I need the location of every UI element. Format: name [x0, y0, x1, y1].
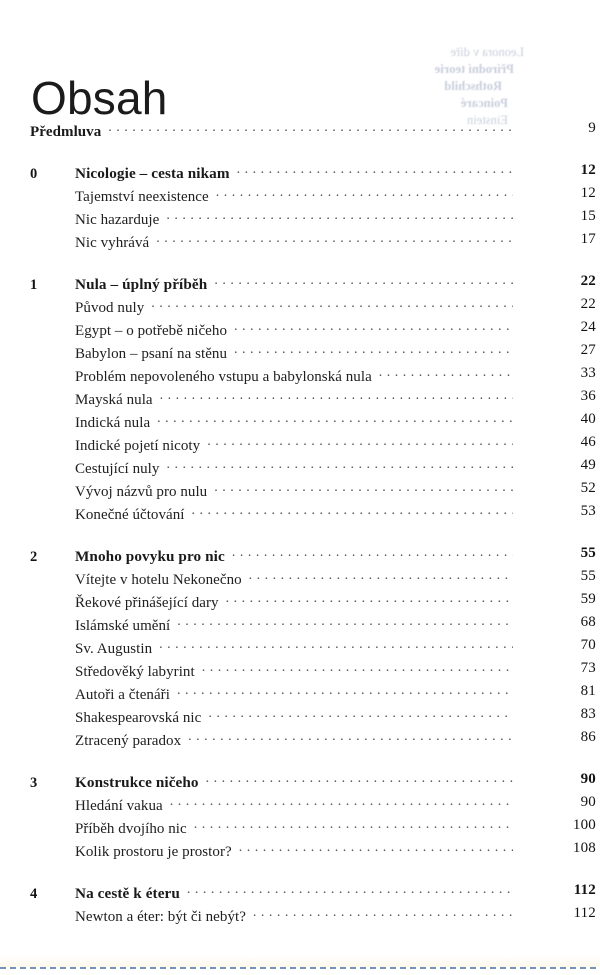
- toc-group: [0, 545, 600, 752]
- toc-subentry-row[interactable]: [0, 411, 600, 434]
- toc-entry-title: Tajemství neexistence: [75, 189, 209, 205]
- show-through-line: Rothschild: [444, 79, 502, 93]
- toc-chapter-row[interactable]: [0, 273, 600, 296]
- toc-subentry-row[interactable]: [0, 614, 600, 637]
- dot-leader: [187, 882, 513, 898]
- dot-leader: [177, 683, 513, 699]
- toc-subentry-row[interactable]: [0, 296, 600, 319]
- toc-page-number: 33: [580, 365, 596, 381]
- chapter-number: 4: [30, 886, 38, 902]
- show-through-line: Leonora v díře: [450, 45, 524, 59]
- toc-subentry-row[interactable]: [0, 388, 600, 411]
- toc-entry-title: Středověký labyrint: [75, 664, 195, 680]
- toc-page-number: 40: [580, 411, 596, 427]
- toc-entry-title: Vývoj názvů pro nulu: [75, 484, 208, 500]
- dot-leader: [108, 120, 513, 136]
- toc-subentry-row[interactable]: [0, 480, 600, 503]
- toc-group: [0, 882, 600, 928]
- toc-page-number: 12: [580, 162, 596, 178]
- toc-page-number: 81: [580, 683, 596, 699]
- toc-page-number: 73: [580, 660, 596, 676]
- chapter-number: 1: [30, 277, 38, 293]
- table-of-contents: [0, 120, 600, 928]
- toc-subentry-row[interactable]: [0, 706, 600, 729]
- dot-leader: [208, 706, 513, 722]
- toc-entry-title: Na cestě k éteru: [75, 885, 180, 902]
- toc-group: [0, 162, 600, 254]
- toc-preface-row[interactable]: [0, 120, 600, 143]
- toc-page-number: 17: [580, 231, 596, 247]
- dot-leader: [214, 273, 513, 289]
- dot-leader: [157, 411, 513, 427]
- toc-entry-title: Nic hazarduje: [75, 212, 160, 228]
- dot-leader: [202, 660, 513, 676]
- toc-entry-title: Sv. Augustin: [75, 641, 153, 657]
- toc-subentry-row[interactable]: [0, 591, 600, 614]
- dot-leader: [206, 771, 513, 787]
- toc-entry-title: Mnoho povyku pro nic: [75, 548, 225, 565]
- toc-subentry-row[interactable]: [0, 817, 600, 840]
- toc-page-number: 53: [580, 503, 596, 519]
- toc-page-number: 70: [580, 637, 596, 653]
- toc-page-number: 90: [580, 771, 596, 787]
- dot-leader: [194, 817, 513, 833]
- toc-entry-title: Mayská nula: [75, 392, 153, 408]
- toc-page-number: 83: [580, 706, 596, 722]
- toc-subentry-row[interactable]: [0, 185, 600, 208]
- toc-group: [0, 273, 600, 526]
- dot-leader: [159, 637, 513, 653]
- dot-leader: [253, 905, 513, 921]
- dot-leader: [188, 729, 513, 745]
- chapter-number: 3: [30, 775, 38, 791]
- dot-leader: [207, 434, 513, 450]
- toc-chapter-row[interactable]: [0, 162, 600, 185]
- show-through-line: Einstein: [467, 113, 508, 127]
- toc-entry-title: Autoři a čtenáři: [75, 687, 170, 703]
- toc-entry-title: Příběh dvojího nic: [75, 821, 187, 837]
- toc-group: [0, 771, 600, 863]
- toc-page-number: 36: [580, 388, 596, 404]
- dot-leader: [166, 457, 513, 473]
- toc-page-number: 90: [580, 794, 596, 810]
- scan-edge-dashed-rule: [0, 967, 600, 969]
- toc-subentry-row[interactable]: [0, 319, 600, 342]
- dot-leader: [232, 545, 513, 561]
- toc-entry-title: Předmluva: [30, 124, 102, 140]
- dot-leader: [151, 296, 513, 312]
- toc-subentry-row[interactable]: [0, 683, 600, 706]
- toc-entry-title: Nic vyhrává: [75, 235, 150, 251]
- toc-subentry-row[interactable]: [0, 365, 600, 388]
- dot-leader: [234, 342, 513, 358]
- toc-page-number: 15: [580, 208, 596, 224]
- toc-subentry-row[interactable]: [0, 457, 600, 480]
- dot-leader: [226, 591, 513, 607]
- toc-page-number: 86: [580, 729, 596, 745]
- dot-leader: [249, 568, 513, 584]
- toc-entry-title: Kolik prostoru je prostor?: [75, 844, 232, 860]
- toc-page-number: 27: [580, 342, 596, 358]
- toc-group: [0, 120, 600, 143]
- dot-leader: [216, 185, 513, 201]
- toc-subentry-row[interactable]: [0, 208, 600, 231]
- toc-entry-title: Newton a éter: být či nebýt?: [75, 909, 246, 925]
- dot-leader: [166, 208, 513, 224]
- toc-entry-title: Původ nuly: [75, 300, 145, 316]
- toc-entry-title: Problém nepovoleného vstupu a babylonská nula: [75, 369, 372, 385]
- toc-subentry-row[interactable]: [0, 905, 600, 928]
- toc-chapter-row[interactable]: [0, 771, 600, 794]
- toc-page-number: 112: [573, 905, 596, 921]
- toc-entry-title: Cestující nuly: [75, 461, 160, 477]
- toc-page-number: 108: [572, 840, 596, 856]
- toc-entry-title: Nicologie – cesta nikam: [75, 165, 230, 182]
- toc-page-number: 49: [580, 457, 596, 473]
- dot-leader: [237, 162, 513, 178]
- toc-page-number: 46: [580, 434, 596, 450]
- toc-page-number: 22: [580, 296, 596, 312]
- toc-entry-title: Indické pojetí nicoty: [75, 438, 201, 454]
- toc-page-number: 52: [580, 480, 596, 496]
- toc-page-number: 55: [580, 545, 596, 561]
- toc-chapter-row[interactable]: [0, 545, 600, 568]
- toc-entry-title: Konečné účtování: [75, 507, 185, 523]
- toc-entry-title: Babylon – psaní na stěnu: [75, 346, 228, 362]
- chapter-number: 0: [30, 166, 38, 182]
- toc-entry-title: Řekové přinášející dary: [75, 595, 219, 611]
- toc-page-number: 9: [588, 120, 596, 136]
- dot-leader: [239, 840, 513, 856]
- toc-subentry-row[interactable]: [0, 434, 600, 457]
- toc-page-number: 12: [580, 185, 596, 201]
- toc-page-number: 55: [580, 568, 596, 584]
- dot-leader: [379, 365, 513, 381]
- toc-entry-title: Konstrukce ničeho: [75, 774, 199, 791]
- toc-subentry-row[interactable]: [0, 231, 600, 254]
- toc-entry-title: Egypt – o potřebě ničeho: [75, 323, 227, 339]
- toc-entry-title: Hledání vakua: [75, 798, 163, 814]
- dot-leader: [214, 480, 513, 496]
- toc-subentry-row[interactable]: [0, 637, 600, 660]
- dot-leader: [234, 319, 513, 335]
- toc-page-number: 100: [572, 817, 596, 833]
- toc-chapter-row[interactable]: [0, 882, 600, 905]
- toc-entry-title: Shakespearovská nic: [75, 710, 202, 726]
- toc-page-number: 59: [580, 591, 596, 607]
- toc-subentry-row[interactable]: [0, 568, 600, 591]
- show-through-line: Přírodní teorie: [434, 62, 514, 76]
- toc-entry-title: Islámské umění: [75, 618, 171, 634]
- page-title: Obsah: [31, 71, 168, 124]
- dot-leader: [170, 794, 513, 810]
- toc-subentry-row[interactable]: [0, 342, 600, 365]
- toc-subentry-row[interactable]: [0, 660, 600, 683]
- toc-subentry-row[interactable]: [0, 503, 600, 526]
- toc-subentry-row[interactable]: [0, 840, 600, 863]
- dot-leader: [192, 503, 513, 519]
- show-through-line: Poincaré: [460, 96, 508, 110]
- show-through-text: [352, 44, 532, 129]
- dot-leader: [177, 614, 513, 630]
- toc-entry-title: Nula – úplný příběh: [75, 276, 208, 293]
- toc-page-number: 68: [580, 614, 596, 630]
- toc-page-number: 112: [573, 882, 596, 898]
- toc-subentry-row[interactable]: [0, 794, 600, 817]
- toc-page-number: 22: [580, 273, 596, 289]
- scan-edge-warm-band: [0, 955, 600, 967]
- dot-leader: [160, 388, 513, 404]
- toc-page-number: 24: [580, 319, 596, 335]
- toc-entry-title: Ztracený paradox: [75, 733, 182, 749]
- chapter-number: 2: [30, 549, 38, 565]
- toc-entry-title: Vítejte v hotelu Nekonečno: [75, 572, 242, 588]
- toc-subentry-row[interactable]: [0, 729, 600, 752]
- toc-entry-title: Indická nula: [75, 415, 151, 431]
- dot-leader: [156, 231, 513, 247]
